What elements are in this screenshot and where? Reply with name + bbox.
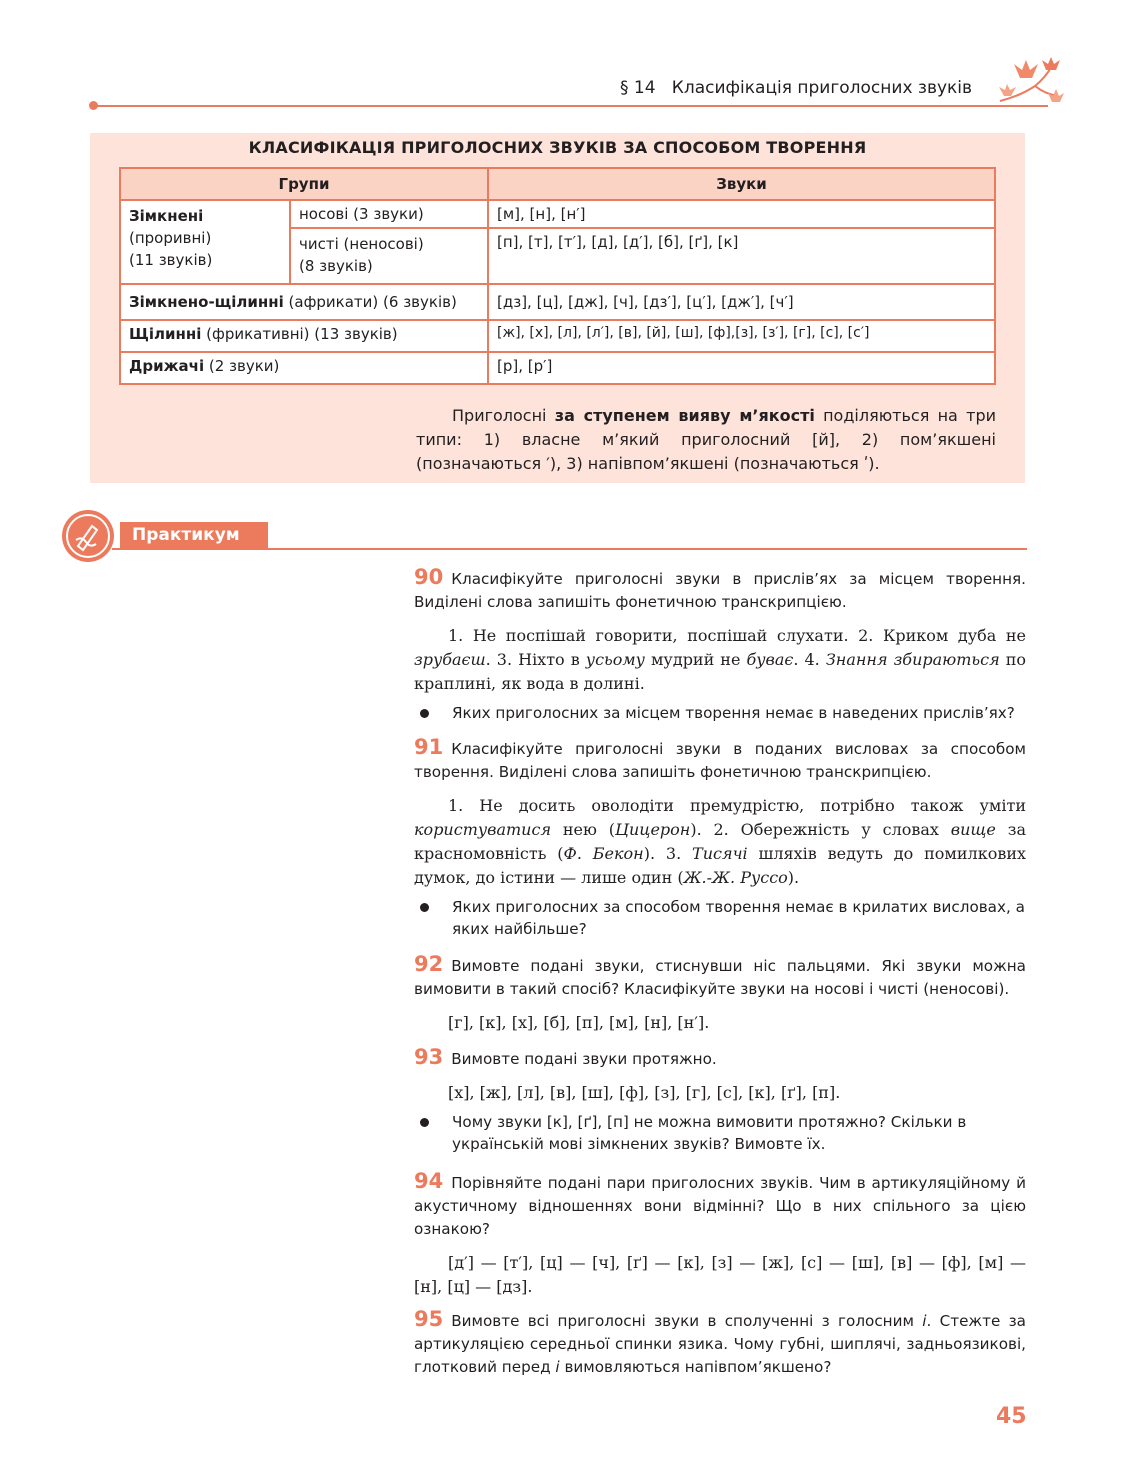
- exercise-sounds: [г], [к], [х], [б], [п], [м], [н], [н′].: [448, 1013, 710, 1032]
- exercise-text: 1. Не досить оволодіти премудрістю, потрібно також уміти користуватися нею (Цицерон). 2. Обережність у словах вище за красномовність (Ф. Бекон). 3. Тисячі шляхів ведуть до помилкових думок, до істини — лише один (Ж.-Ж. Руссо).: [414, 796, 1027, 887]
- stop-alt: (проривні): [129, 229, 212, 247]
- pure-cell: [290, 228, 488, 284]
- nasal-cell: носові (3 звуки): [290, 200, 488, 228]
- paragraph-number: § 14: [620, 78, 656, 98]
- exercise-93: [414, 1046, 1026, 1155]
- exercise-number: 95: [414, 1307, 444, 1331]
- exercise-question: Яких приголосних за способом творення немає в крилатих висловах, а яких найбільше?: [414, 896, 1026, 940]
- nasal-sounds: [м], [н], [н′]: [488, 200, 995, 228]
- stop-name: Зімкнені: [129, 207, 204, 225]
- flower-ornament-icon: [990, 56, 1070, 116]
- trill-sounds: [р], [р′]: [488, 352, 995, 384]
- exercise-task: Вимовте подані звуки, стиснувши ніс пальцями. Які звуки можна вимовити в такий спосіб? Класифікуйте звуки на носові і чисті (неносові).: [414, 957, 1026, 998]
- table-row: [120, 352, 995, 384]
- trill-name: Дрижачі: [129, 357, 205, 375]
- bullet-icon: [420, 709, 429, 718]
- exercise-number: 91: [414, 735, 444, 759]
- exercise-90: [414, 566, 1026, 724]
- exercise-number: 93: [414, 1045, 444, 1069]
- header-title: Класифікація приголосних звуків: [671, 78, 973, 98]
- table-row: [120, 320, 995, 352]
- table-row: [120, 200, 995, 228]
- running-header: [620, 78, 972, 98]
- pencil-hand-icon: [62, 510, 114, 562]
- softness-note: Приголосні за ступенем вияву м’якості поділяються на три типи: 1) власне м’який приголосний [й], 2) пом’якшені (позначаються ′), 3) напівпом’якшені (позначаються ʹ).: [416, 406, 996, 473]
- table-header-row: [120, 168, 995, 200]
- pure-sounds: [п], [т], [т′], [д], [д′], [б], [ґ], [к]: [488, 228, 995, 284]
- header-groups: Групи: [120, 168, 488, 200]
- header-sounds: Звуки: [488, 168, 995, 200]
- trill-rest: (2 звуки): [204, 357, 280, 375]
- exercise-95: 95 Вимовте всі приголосні звуки в сполученні з голосним і. Стежте за артикуляцією середньої спинки язика. Чому губні, шиплячі, задньоязикові, глотковий перед і вимовляються напівпом’якшено?: [414, 1307, 1026, 1376]
- header-rule: [93, 105, 1048, 107]
- pure-label: чисті (неносові): [299, 235, 424, 253]
- bullet-icon: [420, 1118, 429, 1127]
- practicum-label: Практикум: [120, 522, 268, 549]
- stop-count: (11 звуків): [129, 251, 213, 269]
- exercise-task: Класифікуйте приголосні звуки в поданих висловах за способом творення. Виділені слова запишіть фонетичною транскрипцією.: [414, 740, 1026, 781]
- exercise-question: Яких приголосних за місцем творення немає в наведених прислів’ях?: [414, 702, 1026, 724]
- classification-title: КЛАСИФІКАЦІЯ ПРИГОЛОСНИХ ЗВУКІВ ЗА СПОСОБОМ ТВОРЕННЯ: [248, 138, 867, 157]
- exercise-text: 1. Не поспішай говорити, поспішай слухати. 2. Криком дуба не зрубаєш. 3. Ніхто в усьому мудрий не буває. 4. Знання збираються по краплині, як вода в долині.: [414, 626, 1027, 693]
- classification-table: [119, 167, 996, 385]
- affricate-name: Зімкнено-щілинні: [129, 293, 284, 311]
- exercise-number: 92: [414, 952, 444, 976]
- trill-cell: [120, 352, 488, 384]
- bullet-icon: [420, 903, 429, 912]
- exercise-number: 90: [414, 565, 444, 589]
- fricative-name: Щілинні: [129, 325, 202, 343]
- affricate-rest: (африкати) (6 звуків): [283, 293, 457, 311]
- exercise-sounds: [д′] — [т′], [ц] — [ч], [ґ] — [к], [з] — [ж], [с] — [ш], [в] — [ф], [м] — [н], [ц] — [дз].: [414, 1253, 1026, 1296]
- exercise-sounds: [х], [ж], [л], [в], [ш], [ф], [з], [г], [с], [к], [ґ], [п].: [448, 1083, 841, 1102]
- pure-count: (8 звуків): [299, 257, 373, 275]
- exercise-92: [414, 953, 1026, 1035]
- exercise-task: Порівняйте подані пари приголосних звуків. Чим в артикуляційному й акустичному відношеннях вони відмінні? Що в них спільного за цією ознакою?: [414, 1174, 1026, 1238]
- fricative-rest: (фрикативні) (13 звуків): [201, 325, 398, 343]
- exercise-task: Класифікуйте приголосні звуки в прислів’ях за місцем творення. Виділені слова запишіть фонетичною транскрипцією.: [414, 570, 1026, 611]
- exercise-91: [414, 736, 1026, 940]
- fricative-cell: [120, 320, 488, 352]
- exercise-94: [414, 1170, 1026, 1299]
- exercise-question: Чому звуки [к], [ґ], [п] не можна вимовити протяжно? Скільки в українській мові зімкнених звуків? Вимовте їх.: [414, 1111, 1026, 1155]
- table-row: [120, 284, 995, 320]
- page-number: 45: [996, 1404, 1027, 1429]
- fricative-sounds: [ж], [х], [л], [л′], [в], [й], [ш], [ф],[з], [з′], [г], [с], [с′]: [488, 320, 995, 352]
- exercise-task: Вимовте подані звуки протяжно.: [451, 1050, 717, 1068]
- affricate-sounds: [дз], [ц], [дж], [ч], [дз′], [ц′], [дж′], [ч′]: [488, 284, 995, 320]
- exercise-number: 94: [414, 1169, 444, 1193]
- affricate-cell: [120, 284, 488, 320]
- stop-group-cell: [120, 200, 290, 284]
